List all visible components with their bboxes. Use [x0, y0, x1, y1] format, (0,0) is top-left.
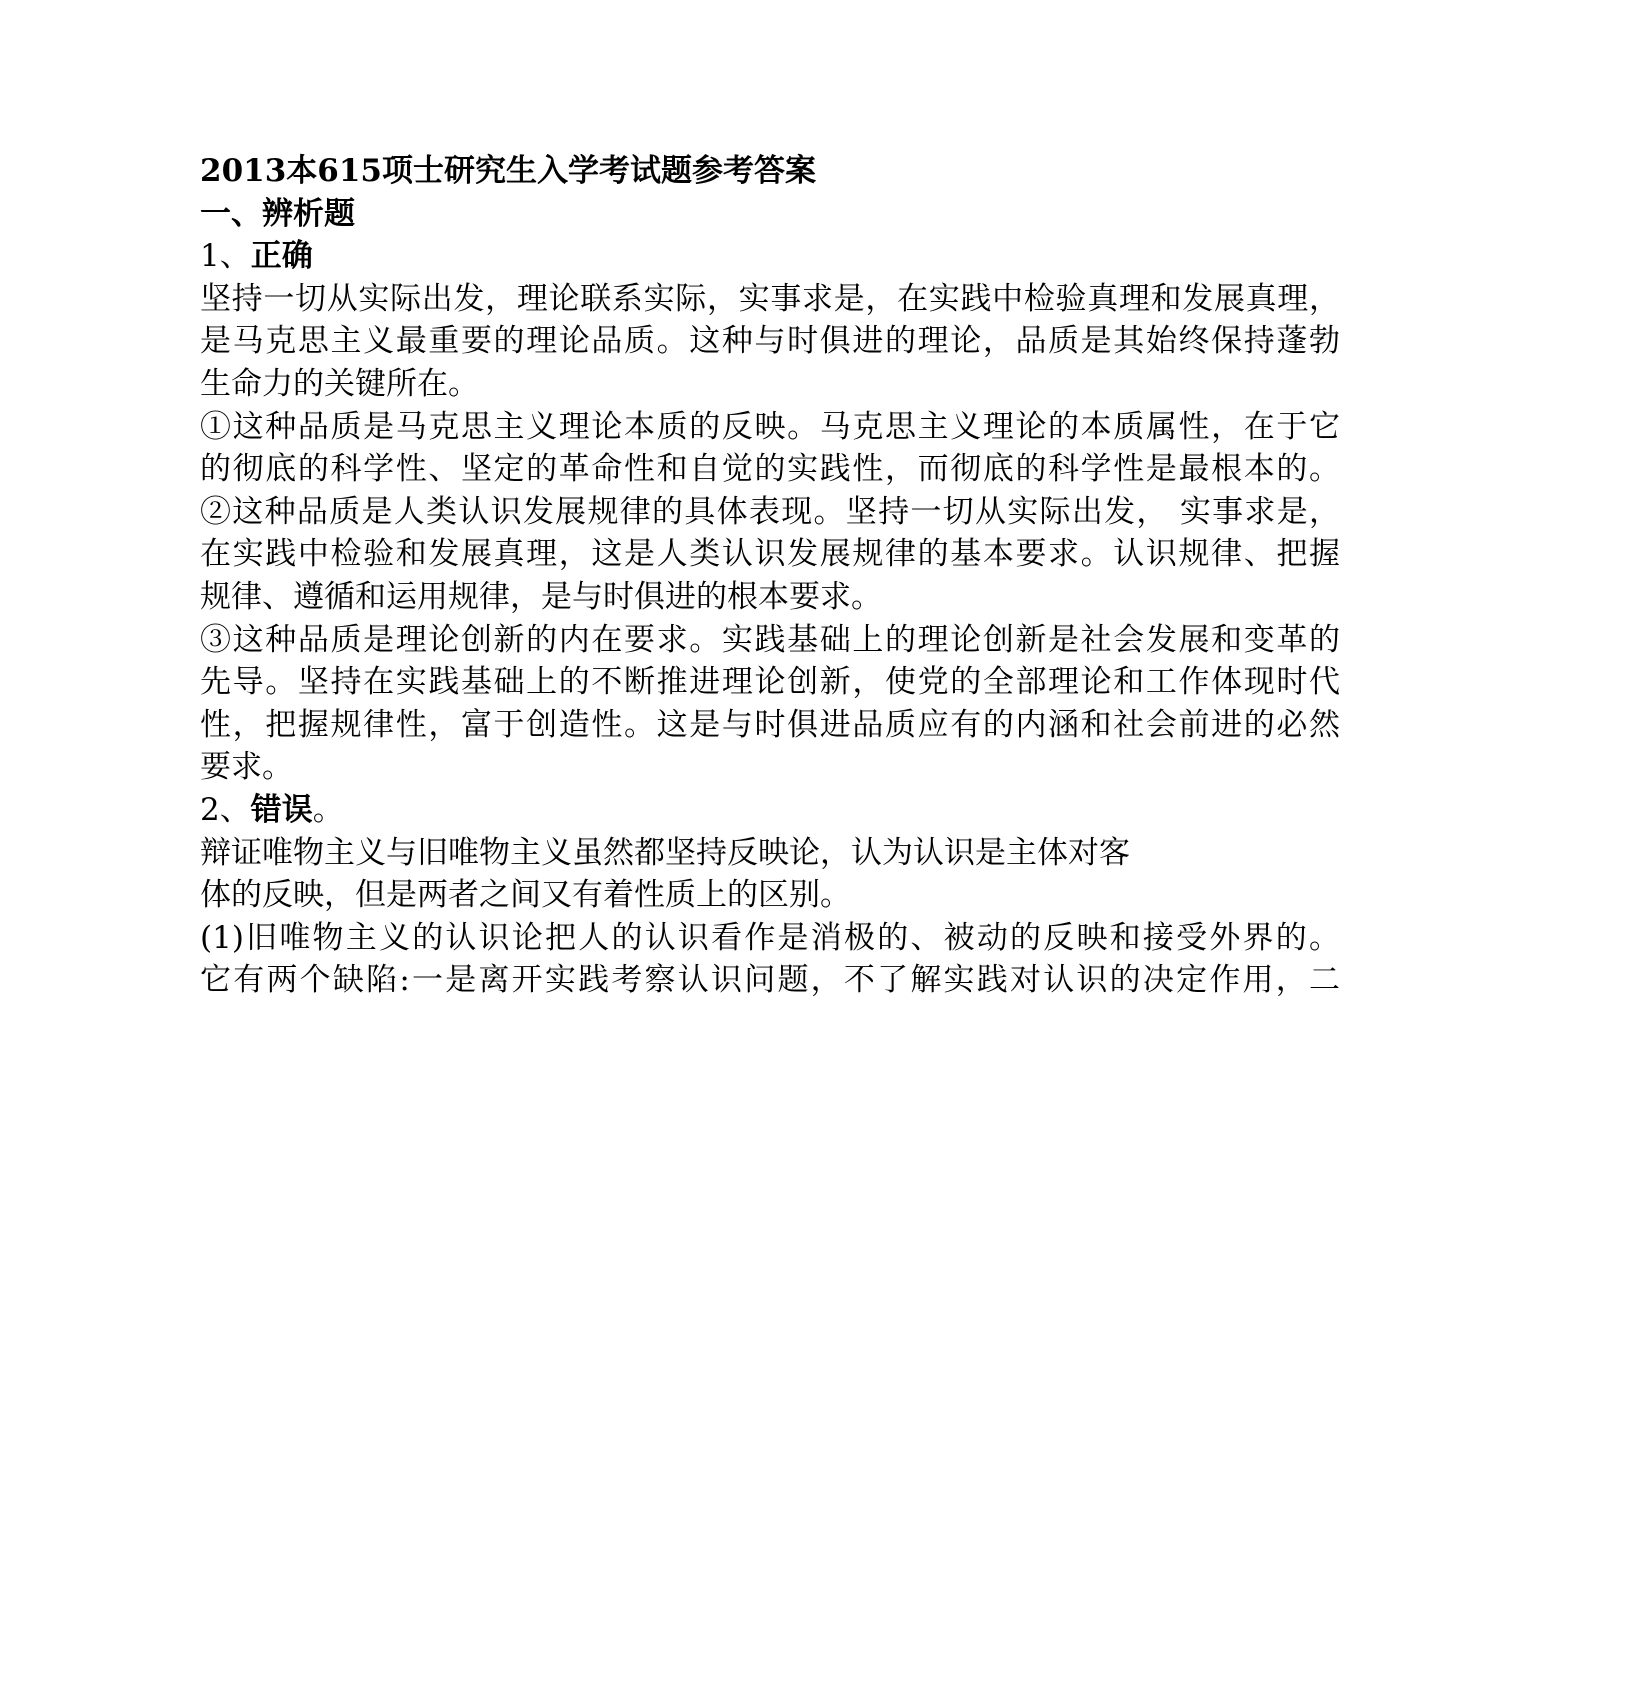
paragraph-line: 在实践中检验和发展真理，这是人类认识发展规律的基本要求。认识规律、把握: [200, 536, 1340, 573]
paragraph-line: 要求。: [200, 749, 293, 786]
paragraph-line: 先导。坚持在实践基础上的不断推进理论创新，使党的全部理论和工作体现时代: [200, 664, 1340, 701]
paragraph-line: ②这种品质是人类认识发展规律的具体表现。坚持一切从实际出发， 实事求是，: [200, 493, 1340, 530]
document-title: 2013本615项士研究生入学考试题参考答案: [200, 153, 816, 189]
paragraph-line: 生命力的关键所在。: [200, 365, 479, 402]
paragraph-line: 坚持一切从实际出发，理论联系实际，实事求是，在实践中检验真理和发展真理，: [200, 280, 1340, 317]
question-heading: [200, 789, 1340, 832]
document-page: [200, 150, 1340, 1002]
question-number: 1、: [200, 238, 251, 275]
question-verdict: 错误: [250, 791, 313, 828]
paragraph-line: 是马克思主义最重要的理论品质。这种与时俱进的理论，品质是其始终保持蓬勃: [200, 323, 1340, 360]
question-verdict: 正确: [250, 238, 313, 275]
paragraph-line: 体的反映，但是两者之间又有着性质上的区别。: [200, 877, 851, 914]
question-number: 2、: [200, 791, 251, 828]
paragraph-line: 它有两个缺陷:一是离开实践考察认识问题，不了解实践对认识的决定作用，二: [200, 962, 1340, 999]
question-punct: 。: [312, 791, 344, 828]
paragraph-line: 性，把握规律性，富于创造性。这是与时俱进品质应有的内涵和社会前进的必然: [200, 706, 1340, 743]
paragraph-line: ③这种品质是理论创新的内在要求。实践基础上的理论创新是社会发展和变革的: [200, 621, 1340, 658]
paragraph-line: 规律、遵循和运用规律，是与时俱进的根本要求。: [200, 578, 882, 615]
paragraph-line: 辩证唯物主义与旧唯物主义虽然都坚持反映论，认为认识是主体对客: [200, 834, 1130, 871]
question-heading: [200, 235, 1340, 278]
section-heading: 一、辨析题: [200, 195, 355, 232]
paragraph-line: 的彻底的科学性、坚定的革命性和自觉的实践性，而彻底的科学性是最根本的。: [200, 451, 1340, 488]
paragraph-line: (1)旧唯物主义的认识论把人的认识看作是消极的、被动的反映和接受外界的。: [200, 919, 1340, 956]
paragraph-line: ①这种品质是马克思主义理论本质的反映。马克思主义理论的本质属性，在于它: [200, 408, 1340, 445]
